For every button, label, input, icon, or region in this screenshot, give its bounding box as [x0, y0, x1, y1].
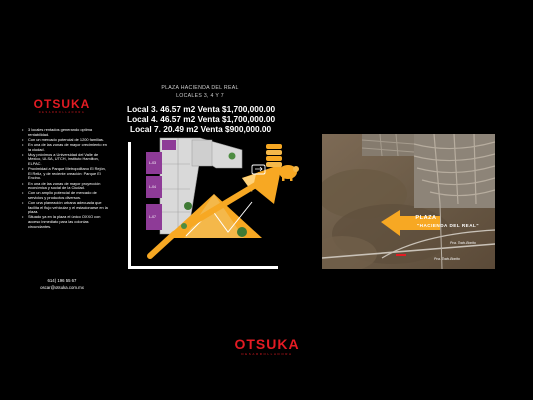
- left-logo: [30, 97, 94, 114]
- feature-item: • Muy próximos a Universidad del Valle de Mexico, ULSA, UTCH, Instituto Hamilton, ELPAC.: [22, 153, 108, 167]
- contact-phone: 614) 196 55 67: [47, 278, 77, 283]
- unit-label-l03: L-03: [149, 161, 157, 165]
- map-plaza-name: "HACIENDA DEL REAL": [416, 223, 480, 228]
- feature-item: • 3 locales rentados generando optima rentabilidad.: [22, 128, 108, 137]
- price-local-3: Local 3. 46.57 m2 Venta $1,700,000.00: [127, 104, 276, 114]
- feature-item: • En una de las zonas de mayor crecimiento en la ciudad.: [22, 143, 108, 152]
- coins-icon: [266, 144, 282, 167]
- price-local-7: Local 7. 20.49 m2 Venta $900,000.00: [130, 124, 272, 134]
- aerial-map-image: [322, 134, 495, 269]
- feature-item: • Situado ya en la plaza el único OXXO con acceso inmediato para las colonias circundantes.: [22, 215, 108, 229]
- footer-logo-text: OTSUKA: [234, 336, 300, 352]
- plaza-title: PLAZA HACIENDA DEL REAL: [161, 85, 239, 91]
- feature-item: • Con un amplio potencial de mercado de servicios y productos diversos.: [22, 191, 108, 200]
- map-label-line1: PLAZA: [415, 215, 437, 221]
- feature-item: • Con una planeación urbana adecuada que facilita el flujo vehicular y el estacionarse en la plaza.: [22, 201, 108, 215]
- road-label-1: Pca. Todo-Bonito: [450, 241, 476, 245]
- left-logo-subtitle: DESARROLLADORA: [38, 111, 86, 114]
- feature-list: [22, 128, 108, 230]
- feature-item: • En una de las zonas de mayor proyección económica y social de la Ciudad.: [22, 182, 108, 191]
- contact-email[interactable]: oscar@otsuka.com.mx: [40, 285, 84, 290]
- feature-item: • Proximidad a Parque Metropolitano El Rejón, El Reliz, y de reciente creación: Parque El Encino.: [22, 167, 108, 181]
- left-logo-text: OTSUKA: [33, 97, 91, 111]
- unit-label-l07: L-07: [149, 215, 157, 219]
- plaza-subtitle: LOCALES 3, 4 Y 7: [176, 93, 224, 99]
- piggy-bank-icon: [279, 165, 299, 181]
- price-local-4: Local 4. 46.57 m2 Venta $1,700,000.00: [127, 114, 276, 124]
- road-label-2: Pca. Todo-Bonito: [434, 257, 460, 261]
- footer-logo-subtitle: DESARROLLADORA: [241, 352, 293, 356]
- footer-logo: [224, 336, 310, 356]
- plaza-growth-graphic: [124, 134, 308, 274]
- feature-item: • Con un mercado potencial de 1200 familias.: [22, 138, 108, 143]
- map-plaza-label: [404, 215, 448, 222]
- unit-label-l04: L-04: [149, 185, 157, 189]
- location-map[interactable]: [322, 134, 495, 269]
